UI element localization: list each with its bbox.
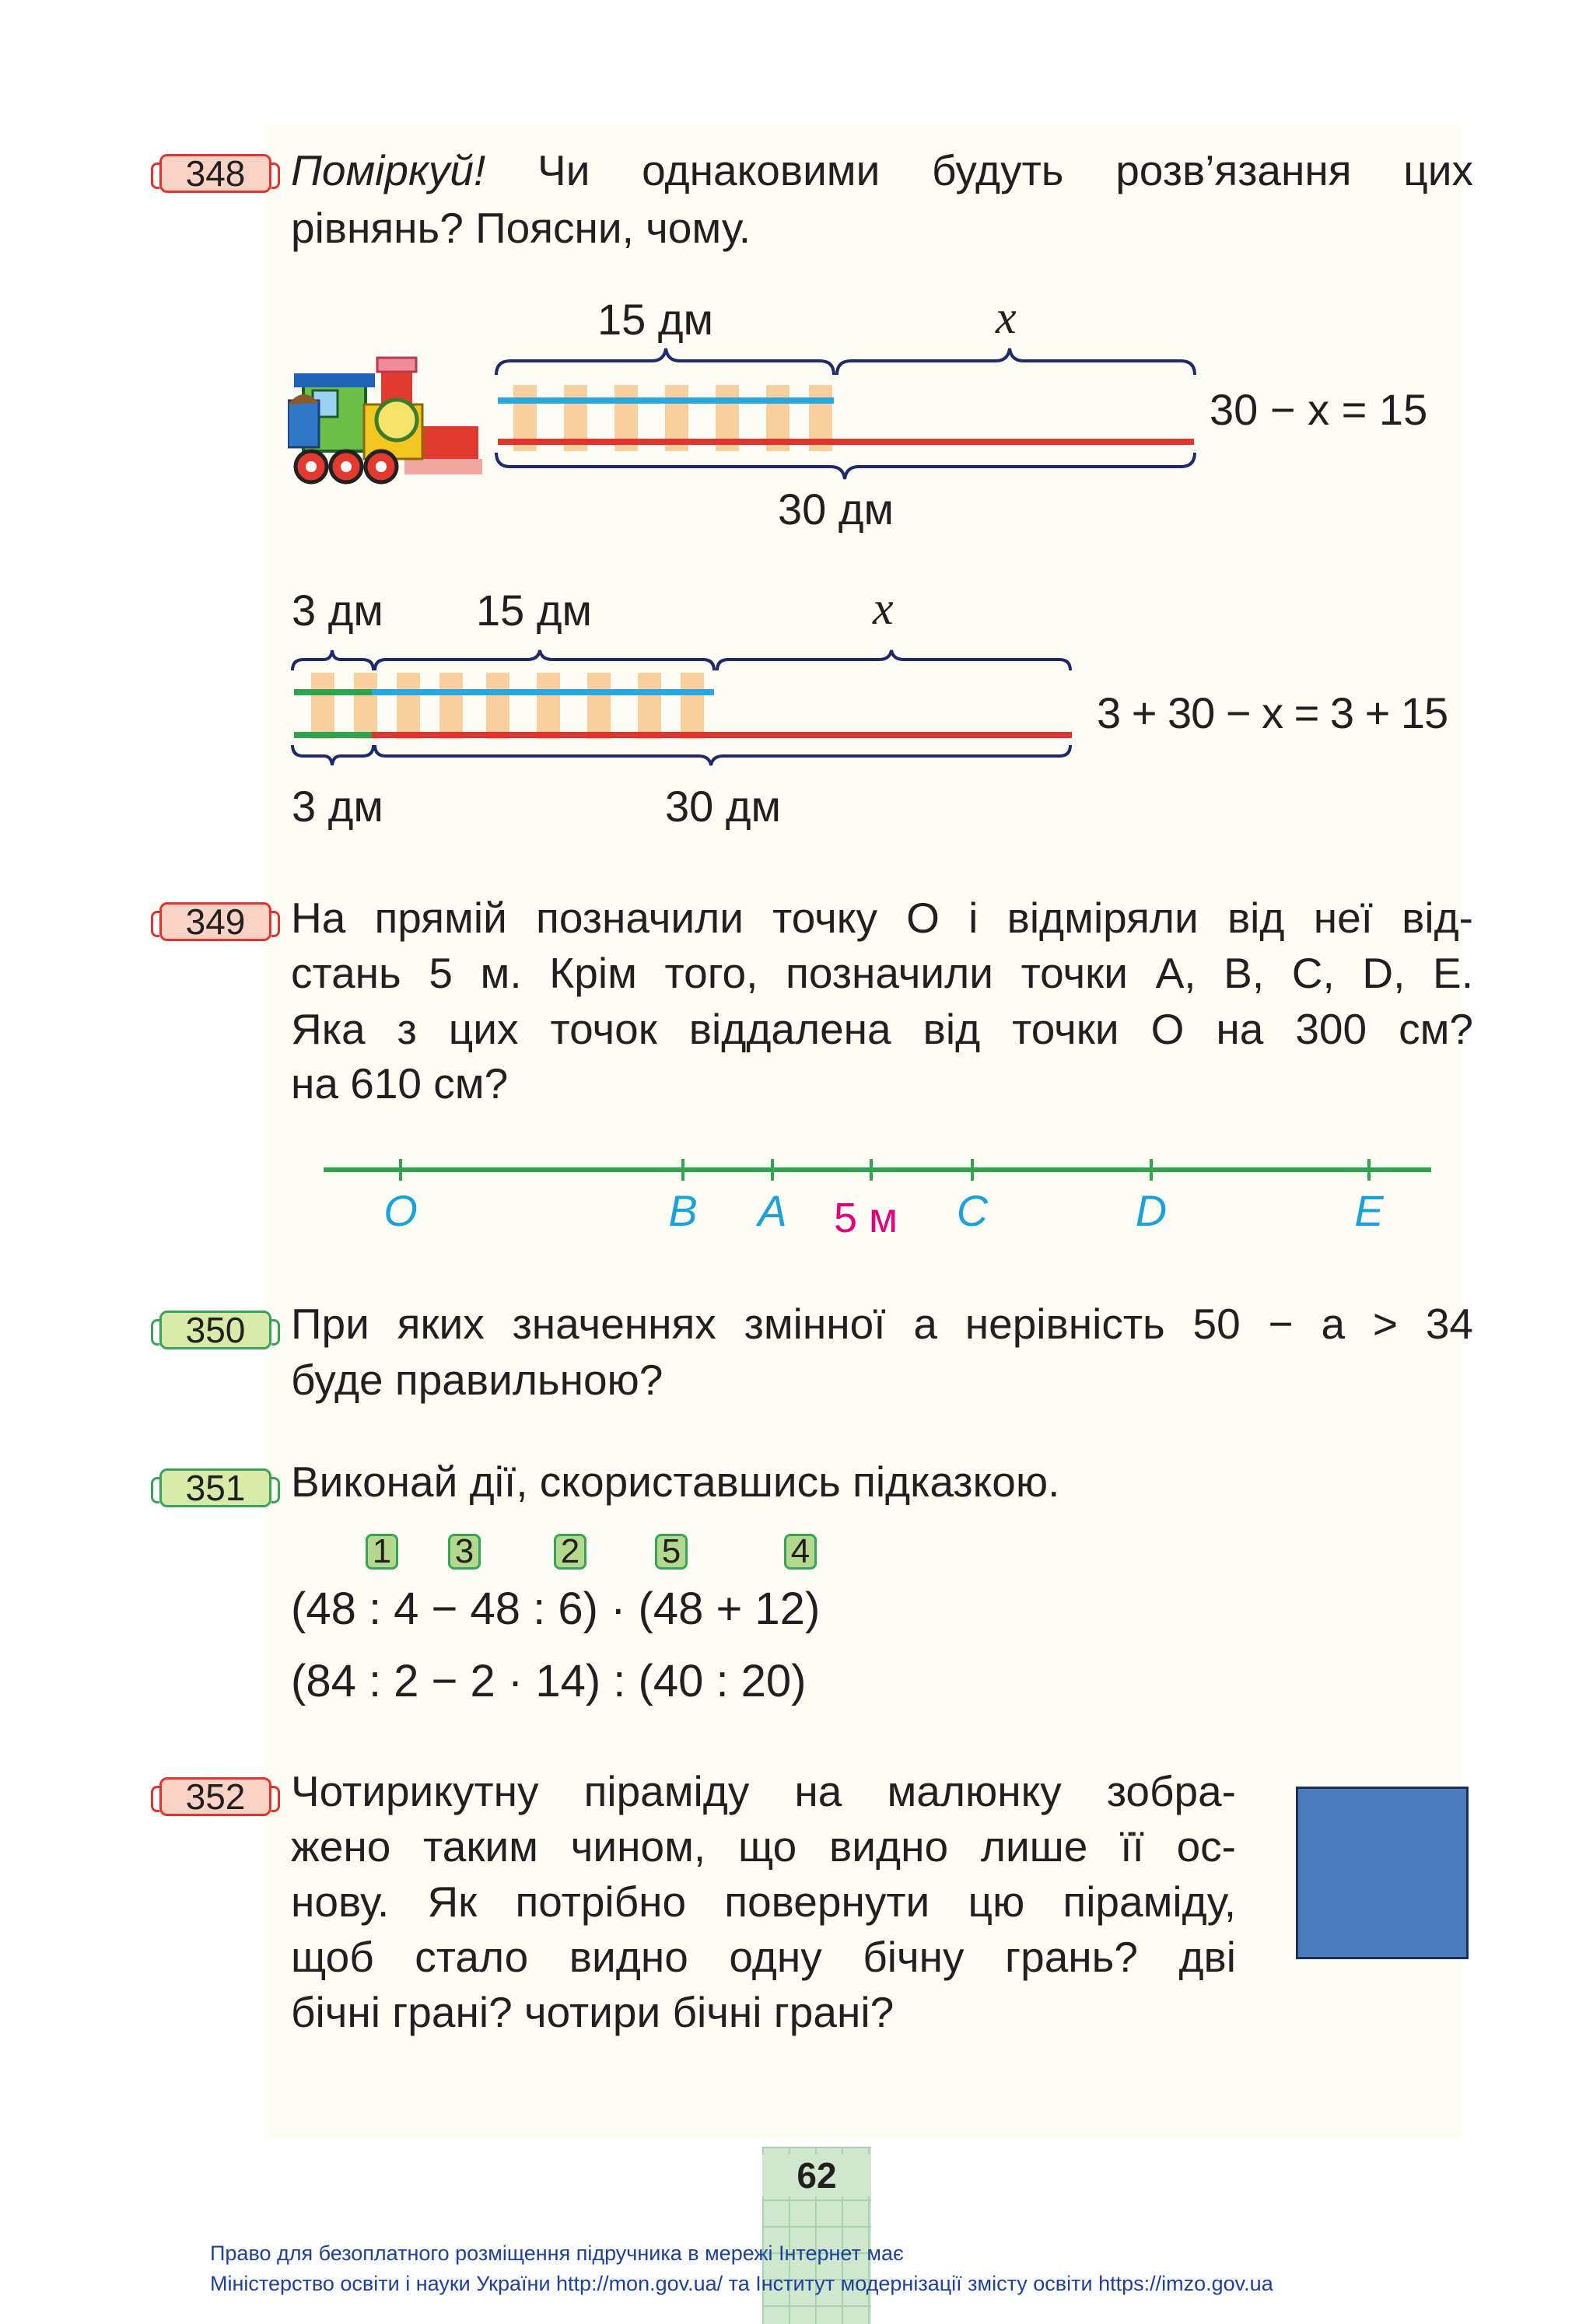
task-number-352: 352	[159, 1777, 271, 1816]
task-352-line-4: щоб стало видно одну бічну грань? дві	[291, 1933, 1236, 1981]
expression-1: (48 : 4 − 48 : 6) · (48 + 12)	[291, 1584, 821, 1634]
task-number-349: 349	[159, 902, 271, 941]
train-illustration	[288, 342, 482, 486]
task-352-line-2: жено таким чином, що видно лише її ос-	[291, 1822, 1236, 1871]
task-352-line-3: нову. Як потрібно повернути цю піраміду,	[291, 1878, 1236, 1926]
order-badge-2: 2	[554, 1534, 586, 1570]
brace-x	[837, 348, 1195, 375]
order-badge-4: 4	[784, 1534, 817, 1570]
page-number-box	[762, 2147, 871, 2324]
segment-label-5m: 5 м	[834, 1195, 898, 1241]
sleepers-2	[311, 673, 704, 739]
point-O: O	[383, 1186, 418, 1235]
point-D: D	[1135, 1186, 1168, 1235]
task-351-line-1: Виконай дії, скориставшись підказкою.	[291, 1458, 1060, 1506]
footer-line-1: Право для безоплатного розміщення підручника в мережі Інтернет має	[210, 2242, 904, 2265]
task-350-line-1: При яких значеннях змінної a нерівність 50 − a > 34	[291, 1300, 1473, 1348]
track-diagram-2	[288, 630, 1073, 786]
task-number-348: 348	[159, 154, 271, 193]
order-badge-3: 3	[448, 1534, 481, 1570]
task-349-line-3: Яка з цих точок віддалена від точки O на 300 см?	[291, 1005, 1473, 1053]
brace-15dm	[496, 348, 834, 375]
order-badge-5: 5	[655, 1534, 688, 1570]
track-diagram-1	[482, 342, 1198, 482]
page-number: 62	[762, 2154, 871, 2196]
point-C: C	[956, 1186, 989, 1235]
point-E: E	[1354, 1186, 1384, 1235]
point-B: B	[668, 1186, 698, 1235]
point-A: A	[758, 1186, 787, 1235]
number-line	[319, 1151, 1439, 1190]
task-352-line-1: Чотирикутну піраміду на малюнку зобра-	[291, 1767, 1236, 1815]
task-348-line-1: Поміркуй! Чи однаковими будуть розв’язання цих	[291, 146, 1473, 194]
label-3dm-bottom: 3 дм	[292, 782, 383, 831]
label-30dm: 30 дм	[778, 485, 895, 534]
label-3dm-top: 3 дм	[292, 586, 383, 635]
label-x-2: x	[873, 583, 894, 634]
label-15dm: 15 дм	[597, 295, 714, 344]
label-x: x	[996, 292, 1017, 343]
task-number-350: 350	[159, 1311, 271, 1349]
label-30dm-2: 30 дм	[665, 782, 782, 831]
task-352-line-5: бічні грані? чотири бічні грані?	[291, 1988, 895, 2036]
brace-30dm	[496, 453, 1195, 479]
pyramid-base-square	[1296, 1787, 1469, 1959]
expression-2: (84 : 2 − 2 · 14) : (40 : 20)	[291, 1656, 807, 1706]
task-349-line-2: стань 5 м. Крім того, позначили точки A, B, C, D, E.	[291, 949, 1473, 997]
equation-2: 3 + 30 − x = 3 + 15	[1097, 688, 1448, 737]
task-349-line-1: На прямій позначили точку O і відміряли від неї від-	[291, 894, 1473, 942]
task-number-351: 351	[159, 1468, 271, 1507]
label-15dm-2: 15 дм	[476, 586, 593, 635]
task-350-line-2: буде правильною?	[291, 1356, 663, 1404]
task-348-lead: Поміркуй!	[291, 146, 486, 194]
footer-line-2: Міністерство освіти і науки України http://mon.gov.ua/ та Інститут модернізації змісту освіти https://imzo.gov.ua	[210, 2272, 1273, 2295]
task-349-line-4: на 610 см?	[291, 1059, 509, 1108]
order-badge-1: 1	[366, 1534, 398, 1570]
equation-1: 30 − x = 15	[1210, 385, 1428, 434]
task-348-line-2: рівнянь? Поясни, чому.	[291, 204, 751, 252]
